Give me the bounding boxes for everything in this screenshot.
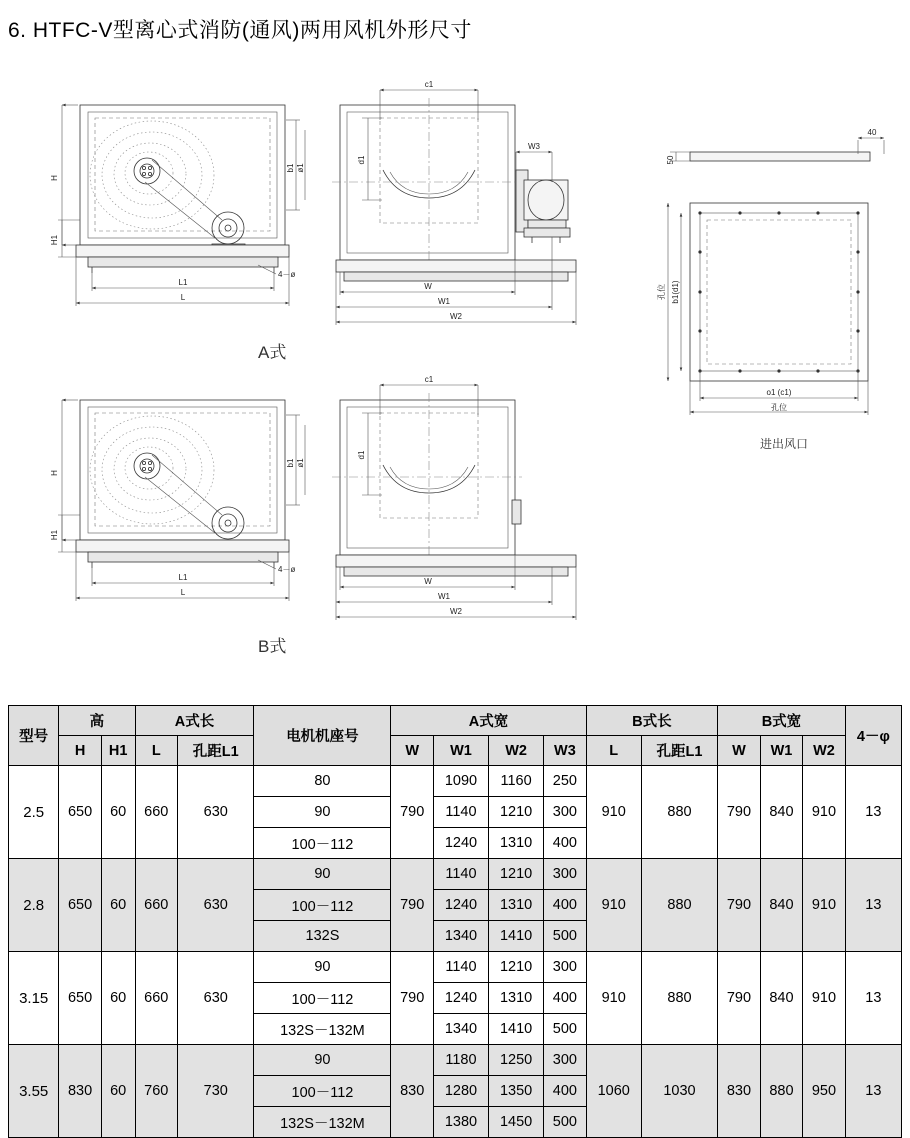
cell-bL: 910 — [586, 859, 641, 952]
cell-W2: 1310 — [489, 828, 544, 859]
cell-H1: 60 — [101, 859, 135, 952]
table-row — [9, 1045, 902, 1076]
cell-L1: 630 — [178, 766, 254, 859]
cell-W2: 1210 — [489, 952, 544, 983]
cell-W1: 1340 — [433, 1014, 488, 1045]
cell-motor: 132S－132M — [254, 1107, 391, 1138]
label-inlet-outlet: 进出风口 — [760, 437, 809, 451]
th-H1: H1 — [101, 736, 135, 766]
cell-W3: 300 — [544, 1045, 587, 1076]
page-title: 6. HTFC-V型离心式消防(通风)两用风机外形尺寸 — [8, 19, 472, 42]
cell-motor: 90 — [254, 1045, 391, 1076]
cell-bL: 910 — [586, 766, 641, 859]
cell-bW: 790 — [718, 766, 761, 859]
cell-motor: 100－112 — [254, 983, 391, 1014]
cell-bL: 910 — [586, 952, 641, 1045]
cell-W3: 300 — [544, 797, 587, 828]
th-bW2: W2 — [803, 736, 846, 766]
cell-W1: 1240 — [433, 983, 488, 1014]
cell-bW2: 910 — [803, 766, 846, 859]
th-bL1: 孔距L1 — [641, 736, 717, 766]
cell-bW1: 840 — [760, 766, 803, 859]
cell-W: 790 — [391, 859, 434, 952]
cell-phi: 13 — [845, 859, 901, 952]
cell-W3: 400 — [544, 1076, 587, 1107]
group-3-55 — [9, 1045, 902, 1138]
svg-text:L1: L1 — [178, 278, 188, 287]
cell-W1: 1240 — [433, 828, 488, 859]
cell-motor: 132S — [254, 921, 391, 952]
cell-W1: 1090 — [433, 766, 488, 797]
cell-motor: 80 — [254, 766, 391, 797]
th-motor-frame: 电机机座号 — [254, 706, 391, 766]
th-a-length: A式长 — [135, 706, 254, 736]
cell-W3: 400 — [544, 983, 587, 1014]
cell-bW2: 910 — [803, 952, 846, 1045]
th-W3: W3 — [544, 736, 587, 766]
cell-motor: 132S－132M — [254, 1014, 391, 1045]
cell-model: 2.5 — [9, 766, 59, 859]
cell-bW2: 910 — [803, 859, 846, 952]
cell-model: 3.15 — [9, 952, 59, 1045]
cell-W1: 1380 — [433, 1107, 488, 1138]
svg-text:50: 50 — [666, 155, 675, 165]
svg-text:L: L — [180, 588, 186, 597]
svg-text:W2: W2 — [450, 312, 462, 321]
th-L1: 孔距L1 — [178, 736, 254, 766]
th-a-width: A式宽 — [391, 706, 586, 736]
svg-text:W2: W2 — [450, 607, 462, 616]
th-W1: W1 — [433, 736, 488, 766]
cell-W3: 500 — [544, 1107, 587, 1138]
svg-text:4－ø: 4－ø — [278, 565, 296, 574]
cell-W1: 1240 — [433, 890, 488, 921]
header-row-top — [9, 706, 902, 736]
cell-W3: 500 — [544, 921, 587, 952]
th-height: 高 — [59, 706, 135, 736]
cell-motor: 90 — [254, 859, 391, 890]
cell-W1: 1140 — [433, 797, 488, 828]
th-H: H — [59, 736, 102, 766]
svg-text:W: W — [424, 282, 432, 291]
cell-W1: 1340 — [433, 921, 488, 952]
svg-text:H1: H1 — [50, 234, 59, 246]
svg-text:4－ø: 4－ø — [278, 270, 296, 279]
cell-L: 660 — [135, 952, 178, 1045]
cell-H: 650 — [59, 859, 102, 952]
cell-H1: 60 — [101, 952, 135, 1045]
svg-text:ø1: ø1 — [296, 163, 305, 173]
table-header — [9, 706, 902, 766]
cell-W3: 400 — [544, 890, 587, 921]
cell-motor: 100－112 — [254, 890, 391, 921]
cell-W3: 400 — [544, 828, 587, 859]
group-2-8 — [9, 859, 902, 952]
svg-text:c1: c1 — [424, 375, 434, 384]
th-W2: W2 — [489, 736, 544, 766]
table-row — [9, 766, 902, 797]
svg-text:孔位: 孔位 — [657, 284, 666, 300]
cell-W2: 1450 — [489, 1107, 544, 1138]
cell-phi: 13 — [845, 1045, 901, 1138]
cell-W2: 1160 — [489, 766, 544, 797]
cell-W3: 500 — [544, 1014, 587, 1045]
cell-H1: 60 — [101, 1045, 135, 1138]
cell-model: 2.8 — [9, 859, 59, 952]
cell-motor: 90 — [254, 797, 391, 828]
cell-motor: 90 — [254, 952, 391, 983]
cell-H: 650 — [59, 952, 102, 1045]
svg-text:L1: L1 — [178, 573, 188, 582]
cell-W2: 1410 — [489, 921, 544, 952]
cell-W1: 1280 — [433, 1076, 488, 1107]
cell-motor: 100－112 — [254, 1076, 391, 1107]
cell-W: 790 — [391, 766, 434, 859]
spec-table — [8, 705, 902, 1138]
cell-L1: 630 — [178, 952, 254, 1045]
cell-bL1: 880 — [641, 952, 717, 1045]
view-a-front — [50, 105, 305, 306]
cell-bW1: 840 — [760, 952, 803, 1045]
view-b-front — [50, 400, 305, 601]
view-inlet-outlet — [656, 128, 884, 415]
svg-text:d1: d1 — [357, 450, 366, 460]
drawing-svg — [0, 60, 910, 710]
cell-W2: 1350 — [489, 1076, 544, 1107]
svg-text:ø1: ø1 — [296, 458, 305, 468]
cell-W2: 1310 — [489, 890, 544, 921]
cell-bL1: 880 — [641, 766, 717, 859]
cell-W: 790 — [391, 952, 434, 1045]
th-bW1: W1 — [760, 736, 803, 766]
svg-text:W1: W1 — [438, 592, 450, 601]
cell-W2: 1210 — [489, 859, 544, 890]
view-a-side — [332, 80, 576, 325]
svg-text:o1 (c1): o1 (c1) — [766, 388, 792, 397]
cell-H: 830 — [59, 1045, 102, 1138]
cell-W3: 250 — [544, 766, 587, 797]
th-phi: 4－φ — [845, 706, 901, 766]
svg-text:40: 40 — [867, 128, 877, 137]
cell-H1: 60 — [101, 766, 135, 859]
cell-W1: 1140 — [433, 952, 488, 983]
svg-text:L: L — [180, 293, 186, 302]
label-type-a: A式 — [258, 343, 287, 362]
cell-model: 3.55 — [9, 1045, 59, 1138]
cell-bL1: 1030 — [641, 1045, 717, 1138]
cell-L1: 630 — [178, 859, 254, 952]
svg-text:c1: c1 — [424, 80, 434, 89]
cell-phi: 13 — [845, 952, 901, 1045]
th-bL: L — [586, 736, 641, 766]
cell-bL1: 880 — [641, 859, 717, 952]
svg-text:W3: W3 — [528, 142, 540, 151]
cell-motor: 100－112 — [254, 828, 391, 859]
cell-bL: 1060 — [586, 1045, 641, 1138]
th-model: 型号 — [9, 706, 59, 766]
technical-drawings — [0, 60, 910, 710]
th-b-length: B式长 — [586, 706, 718, 736]
th-W: W — [391, 736, 434, 766]
cell-W3: 300 — [544, 952, 587, 983]
cell-W3: 300 — [544, 859, 587, 890]
cell-W2: 1210 — [489, 797, 544, 828]
table-row — [9, 859, 902, 890]
svg-text:d1: d1 — [357, 155, 366, 165]
table-row — [9, 952, 902, 983]
header-row-sub — [9, 736, 902, 766]
svg-text:H: H — [50, 175, 59, 181]
view-b-side — [332, 375, 576, 620]
svg-text:H: H — [50, 470, 59, 476]
cell-L: 660 — [135, 859, 178, 952]
label-type-b: B式 — [258, 637, 287, 656]
cell-W: 830 — [391, 1045, 434, 1138]
cell-L: 760 — [135, 1045, 178, 1138]
cell-bW: 790 — [718, 952, 761, 1045]
svg-text:b1(d1): b1(d1) — [671, 280, 680, 304]
cell-bW1: 840 — [760, 859, 803, 952]
svg-text:孔位: 孔位 — [771, 403, 787, 412]
cell-phi: 13 — [845, 766, 901, 859]
group-3-15 — [9, 952, 902, 1045]
cell-bW2: 950 — [803, 1045, 846, 1138]
cell-W2: 1310 — [489, 983, 544, 1014]
svg-text:W1: W1 — [438, 297, 450, 306]
th-L: L — [135, 736, 178, 766]
cell-L1: 730 — [178, 1045, 254, 1138]
cell-W1: 1140 — [433, 859, 488, 890]
cell-bW1: 880 — [760, 1045, 803, 1138]
cell-W2: 1410 — [489, 1014, 544, 1045]
cell-W1: 1180 — [433, 1045, 488, 1076]
cell-bW: 830 — [718, 1045, 761, 1138]
cell-L: 660 — [135, 766, 178, 859]
svg-text:W: W — [424, 577, 432, 586]
svg-text:H1: H1 — [50, 529, 59, 541]
cell-bW: 790 — [718, 859, 761, 952]
cell-W2: 1250 — [489, 1045, 544, 1076]
svg-text:b1: b1 — [286, 458, 295, 468]
th-b-width: B式宽 — [718, 706, 846, 736]
group-2-5 — [9, 766, 902, 859]
svg-text:b1: b1 — [286, 163, 295, 173]
cell-H: 650 — [59, 766, 102, 859]
th-bW: W — [718, 736, 761, 766]
